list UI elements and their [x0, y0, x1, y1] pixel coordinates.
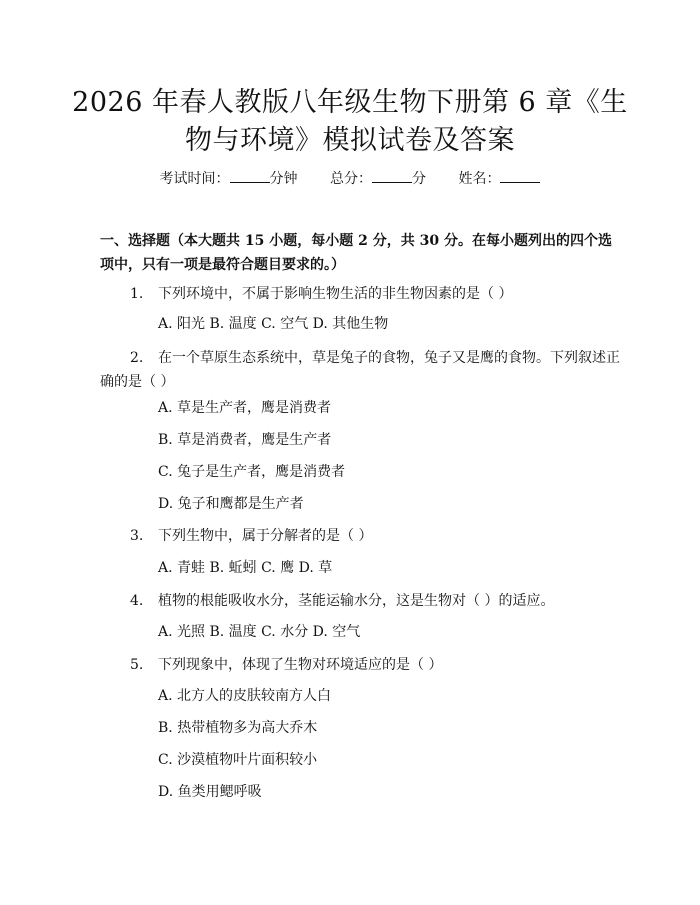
question-2-option-a: A. 草是生产者，鹰是消费者 [158, 400, 332, 416]
exam-time [160, 171, 298, 187]
question-number: 4. [130, 593, 144, 609]
question-5-option-a: A. 北方人的皮肤较南方人白 [158, 688, 332, 704]
exam-score [330, 171, 426, 187]
time-unit: 分钟 [269, 171, 298, 187]
time-label: 考试时间： [159, 171, 230, 187]
exam-meta [0, 168, 700, 188]
question-number: 5. [130, 657, 144, 673]
name-label: 姓名： [458, 171, 501, 187]
question-text: 下列生物中，属于分解者的是（ ） [158, 528, 373, 544]
question-number: 3. [130, 528, 144, 544]
question-3-options: A. 青蛙 B. 蚯蚓 C. 鹰 D. 草 [158, 560, 333, 576]
score-blank [372, 170, 412, 183]
question-2-option-c: C. 兔子是生产者，鹰是消费者 [158, 464, 346, 480]
question-text: 在一个草原生态系统中，草是兔子的食物，兔子又是鹰的食物。下列叙述正确的是（ ） [100, 350, 620, 390]
question-text: 下列环境中，不属于影响生物生活的非生物因素的是（ ） [158, 286, 513, 302]
score-label: 总分： [330, 171, 372, 187]
question-number: 2. [130, 350, 144, 366]
question-5-option-c: C. 沙漠植物叶片面积较小 [158, 752, 318, 768]
question-text: 下列现象中，体现了生物对环境适应的是（ ） [158, 657, 443, 673]
question-1 [100, 282, 620, 306]
question-1-options: A. 阳光 B. 温度 C. 空气 D. 其他生物 [158, 316, 389, 332]
question-2-option-d: D. 兔子和鹰都是生产者 [158, 496, 304, 512]
exam-name [458, 171, 540, 187]
name-blank [500, 170, 540, 183]
question-3 [100, 524, 620, 548]
question-text: 植物的根能吸收水分，茎能运输水分，这是生物对（ ）的适应。 [158, 593, 555, 609]
question-number: 1. [130, 286, 144, 302]
section-heading: 一、选择题（本大题共 15 小题，每小题 2 分，共 30 分。在每小题列出的四个选项中，只有一项是最符合题目要求的。） [100, 233, 612, 273]
time-blank [230, 170, 270, 183]
question-5-option-b: B. 热带植物多为高大乔木 [158, 720, 318, 736]
question-4 [100, 589, 620, 613]
document-title-line-2: 物与环境》模拟试卷及答案 [185, 125, 515, 156]
question-5 [100, 653, 620, 677]
question-2-option-b: B. 草是消费者，鹰是生产者 [158, 432, 332, 448]
document-title-line-1: 2026 年春人教版八年级生物下册第 6 章《生 [72, 87, 628, 118]
question-5-option-d: D. 鱼类用鳃呼吸 [158, 784, 262, 800]
question-4-options: A. 光照 B. 温度 C. 水分 D. 空气 [158, 624, 361, 640]
question-2 [100, 346, 620, 394]
score-unit: 分 [412, 171, 426, 187]
